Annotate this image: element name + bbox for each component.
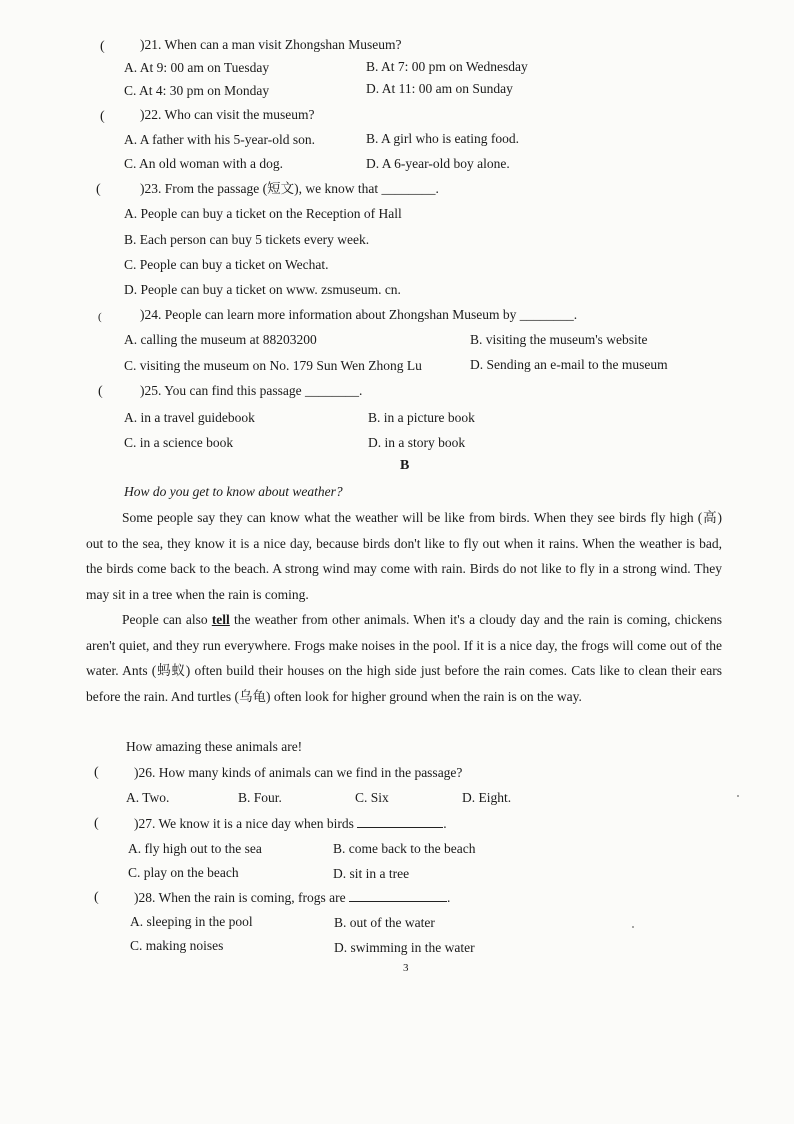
option-d: D. swimming in the water <box>334 940 475 955</box>
scan-speck <box>632 926 634 928</box>
answer-paren: ( <box>100 39 105 54</box>
option-d: D. A 6-year-old boy alone. <box>366 156 510 171</box>
option-b: B. in a picture book <box>368 410 475 425</box>
option-a: A. Two. <box>126 790 170 805</box>
stem-text: )27. We know it is a nice day when birds <box>134 816 354 831</box>
stem-text: )28. When the rain is coming, frogs are <box>134 890 346 905</box>
option-a: A. People can buy a ticket on the Reception of Hall <box>124 206 402 221</box>
passage-paragraph-1: Some people say they can know what the weather will be like from birds. When they see birds fly high (高) out to the sea, they know it is a nice day, because birds don't like to fly out when it rains. When the weather is bad, the birds come back to the beach. A strong wind may come with rain. Birds do not like to fly in a strong wind. They may sit in a tree when the rain is coming. <box>86 510 722 602</box>
keyword-tell: tell <box>211 612 230 627</box>
option-a: A. A father with his 5-year-old son. <box>124 132 315 147</box>
option-b: B. Four. <box>238 790 282 805</box>
answer-paren: ( <box>98 311 102 323</box>
option-d: D. At 11: 00 am on Sunday <box>366 81 513 96</box>
paragraph-text: the weather from other animals. When it's a cloudy day and the rain is coming, chickens aren't quiet, and they run everywhere. Frogs make noises in the pool. If it is a nice day, the frogs will come out of the water. Ants (蚂蚁) often build their houses on the high side just before the rain comes. Cats like to clean their ears before the rain. And turtles (乌龟) often look for higher ground when the rain is on the way. <box>86 612 722 704</box>
answer-paren: ( <box>94 816 99 831</box>
option-d: D. Eight. <box>462 790 512 805</box>
answer-blank <box>357 815 443 828</box>
option-b: B. visiting the museum's website <box>470 332 648 347</box>
option-d: D. in a story book <box>368 435 466 450</box>
option-a: A. fly high out to the sea <box>128 841 262 856</box>
question-stem: )28. When the rain is coming, frogs are . <box>134 890 451 905</box>
answer-blank <box>349 889 447 902</box>
option-d: D. sit in a tree <box>333 866 410 881</box>
option-c: C. making noises <box>130 938 224 953</box>
option-c: C. visiting the museum on No. 179 Sun Wen Zhong Lu <box>124 358 422 373</box>
option-b: B. A girl who is eating food. <box>366 131 519 146</box>
page-number: 3 <box>403 962 409 974</box>
question-stem: )25. You can find this passage ________. <box>140 383 363 398</box>
option-c: C. People can buy a ticket on Wechat. <box>124 257 329 272</box>
option-b: B. Each person can buy 5 tickets every week. <box>124 232 370 247</box>
paragraph-text: People can also <box>122 612 212 627</box>
option-d: D. People can buy a ticket on www. zsmuseum. cn. <box>124 282 401 297</box>
question-stem: )27. We know it is a nice day when birds . <box>134 816 447 831</box>
option-c: C. play on the beach <box>128 865 239 880</box>
option-a: A. in a travel guidebook <box>124 410 255 425</box>
option-c: C. An old woman with a dog. <box>124 156 283 171</box>
question-stem: )22. Who can visit the museum? <box>140 107 315 122</box>
option-a: A. calling the museum at 88203200 <box>124 332 317 347</box>
option-c: C. Six <box>355 790 389 805</box>
question-stem: )23. From the passage (短文), we know that ________. <box>140 181 439 196</box>
scan-speck <box>737 795 739 797</box>
answer-paren: ( <box>100 109 105 124</box>
passage-title: How do you get to know about weather? <box>124 484 343 499</box>
question-stem: )24. People can learn more information about Zhongshan Museum by ________. <box>140 307 578 322</box>
answer-paren: ( <box>94 765 99 780</box>
answer-paren: ( <box>94 890 99 905</box>
option-d: D. Sending an e-mail to the museum <box>470 357 668 372</box>
section-heading: B <box>400 458 410 473</box>
option-c: C. in a science book <box>124 435 234 450</box>
question-stem: )21. When can a man visit Zhongshan Museum? <box>140 37 402 52</box>
option-a: A. sleeping in the pool <box>130 914 253 929</box>
option-b: B. out of the water <box>334 915 435 930</box>
passage-paragraph-2 <box>86 607 722 709</box>
passage-closing: How amazing these animals are! <box>126 739 303 754</box>
option-c: C. At 4: 30 pm on Monday <box>124 83 270 98</box>
answer-paren: ( <box>98 384 103 399</box>
answer-paren: ( <box>96 182 101 197</box>
question-stem: )26. How many kinds of animals can we find in the passage? <box>134 765 463 780</box>
option-b: B. come back to the beach <box>333 841 476 856</box>
option-b: B. At 7: 00 pm on Wednesday <box>366 59 528 74</box>
option-a: A. At 9: 00 am on Tuesday <box>124 60 270 75</box>
